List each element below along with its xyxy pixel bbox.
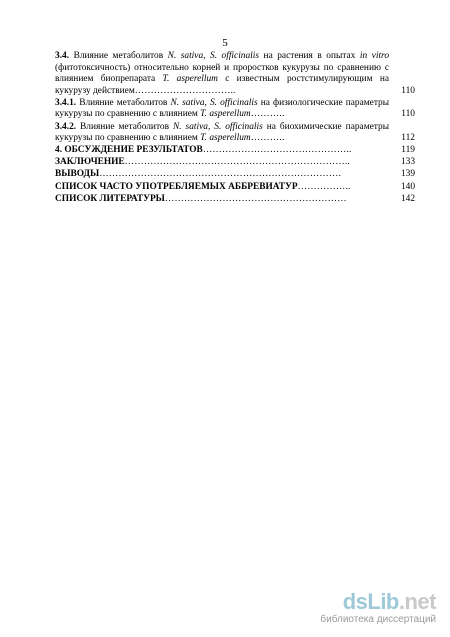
watermark-subtitle: библиотека диссертаций	[320, 614, 436, 625]
toc-leader-dots: …………………………..	[134, 85, 236, 96]
toc-entry-3-4-1[interactable]	[55, 98, 415, 121]
toc-entry-number: 3.4.	[55, 51, 70, 61]
toc-leader-dots: ……………………………………………………………..	[124, 157, 350, 168]
toc-entry-title: СПИСОК ЧАСТО УПОТРЕБЛЯЕМЫХ АББРЕВИАТУР	[55, 181, 298, 192]
toc-page-number: 140	[400, 181, 415, 192]
toc-leader-dots: ……………..	[297, 181, 351, 192]
toc-entry-abbreviations[interactable]	[55, 182, 415, 194]
page-number: 5	[222, 37, 228, 49]
toc-entry-3-4-2[interactable]	[55, 122, 415, 145]
toc-entry-references[interactable]	[55, 194, 415, 206]
toc-entry-number: 3.4.1.	[55, 97, 77, 108]
toc-page-number: 110	[401, 109, 415, 120]
toc-entry-title: 4. ОБСУЖДЕНИЕ РЕЗУЛЬТАТОВ	[55, 145, 203, 156]
toc-entry-title: ВЫВОДЫ	[55, 169, 100, 180]
toc-entry-text: Влияние метаболитов N. sativa, S. officinalis на растения в опытах in vitro (фитотоксичность) относительно корней и проростков кукурузы по сравнению с влиянием биопрепарата T. asperellum с известным ростстимулирующим на кукурузу действием…………………………..	[55, 51, 390, 96]
toc-entry-discussion[interactable]	[55, 145, 415, 157]
watermark-logo: dsLib.net	[342, 589, 436, 614]
toc-leader-dots: ………………………………………………………………….	[99, 169, 342, 180]
toc-leader-dots: …………………………………………………	[164, 193, 347, 204]
toc-leader-dots: ………………………………………..	[202, 145, 352, 156]
toc-entry-text: Влияние метаболитов N. sativa, S. officinalis на физиологические параметры кукурузы по сравнению с влиянием T. asperellum………..	[55, 97, 390, 120]
toc-entry-findings[interactable]	[55, 169, 415, 181]
toc-leader-dots: ………..	[250, 109, 285, 120]
toc-entry-conclusion[interactable]	[55, 157, 415, 169]
toc-page-number: 119	[401, 145, 415, 156]
toc-page-number: 112	[401, 133, 415, 144]
toc-entry-3-4[interactable]	[55, 51, 415, 97]
toc-entry-title: ЗАКЛЮЧЕНИЕ	[55, 157, 125, 168]
toc-page-number: 142	[400, 193, 415, 204]
watermark	[320, 591, 436, 625]
toc-entry-title: СПИСОК ЛИТЕРАТУРЫ	[55, 193, 165, 204]
toc-entry-number: 3.4.2.	[55, 121, 77, 132]
toc-page-number: 110	[401, 85, 415, 96]
toc-entry-text: Влияние метаболитов N. sativa, S. officinalis на биохимические параметры кукурузы по сравнению с влиянием T. asperellum………..	[55, 121, 389, 144]
toc-page-number: 139	[400, 169, 415, 180]
toc-leader-dots: ………..	[250, 133, 285, 144]
table-of-contents	[55, 51, 415, 206]
toc-page-number: 133	[400, 157, 415, 168]
